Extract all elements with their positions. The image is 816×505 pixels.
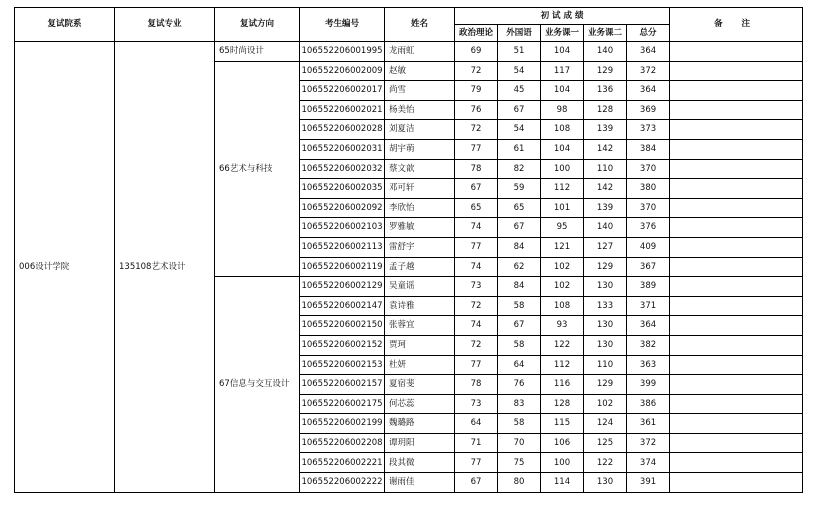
cell-exam-no: 106552206002129 [300,277,385,297]
cell-remarks [670,277,803,297]
cell-exam-no: 106552206002152 [300,335,385,355]
cell-name: 夏宿斐 [385,375,455,395]
cell-name: 龙雨虹 [385,42,455,62]
cell-foreign-language: 58 [498,335,541,355]
cell-total: 386 [627,394,670,414]
cell-total: 370 [627,198,670,218]
cell-exam-no: 106552206002157 [300,375,385,395]
cell-exam-no: 106552206002222 [300,473,385,493]
cell-exam-no: 106552206002032 [300,159,385,179]
cell-remarks [670,237,803,257]
cell-politics: 78 [455,375,498,395]
cell-course1: 101 [541,198,584,218]
cell-name: 雷舒宇 [385,237,455,257]
cell-politics: 72 [455,335,498,355]
cell-course1: 108 [541,296,584,316]
header-exam-no: 考生编号 [300,8,385,42]
cell-foreign-language: 61 [498,139,541,159]
cell-foreign-language: 64 [498,355,541,375]
cell-exam-no: 106552206002092 [300,198,385,218]
cell-exam-no: 106552206002021 [300,100,385,120]
cell-foreign-language: 80 [498,473,541,493]
cell-foreign-language: 54 [498,61,541,81]
cell-course1: 121 [541,237,584,257]
cell-exam-no: 106552206002113 [300,237,385,257]
header-course2: 业务课二 [584,25,627,42]
cell-major: 135108艺术设计 [115,42,215,493]
cell-course2: 142 [584,139,627,159]
cell-remarks [670,414,803,434]
cell-name: 魏璐路 [385,414,455,434]
cell-foreign-language: 84 [498,237,541,257]
cell-total: 367 [627,257,670,277]
cell-remarks [670,179,803,199]
cell-exam-no: 106552206002150 [300,316,385,336]
cell-total: 382 [627,335,670,355]
cell-total: 363 [627,355,670,375]
cell-remarks [670,316,803,336]
cell-total: 364 [627,42,670,62]
cell-course2: 129 [584,257,627,277]
cell-course2: 130 [584,473,627,493]
cell-politics: 67 [455,179,498,199]
cell-course1: 102 [541,277,584,297]
cell-course2: 110 [584,355,627,375]
cell-total: 364 [627,316,670,336]
cell-politics: 78 [455,159,498,179]
cell-total: 384 [627,139,670,159]
cell-course1: 122 [541,335,584,355]
header-direction: 复试方向 [215,8,300,42]
cell-name: 袁诗雅 [385,296,455,316]
cell-foreign-language: 67 [498,218,541,238]
cell-foreign-language: 67 [498,100,541,120]
cell-course1: 100 [541,453,584,473]
cell-name: 李欣怡 [385,198,455,218]
cell-name: 孟子越 [385,257,455,277]
cell-name: 何芯蕊 [385,394,455,414]
cell-exam-no: 106552206002175 [300,394,385,414]
cell-course1: 104 [541,42,584,62]
cell-course1: 93 [541,316,584,336]
cell-politics: 76 [455,100,498,120]
cell-course1: 115 [541,414,584,434]
cell-course1: 98 [541,100,584,120]
cell-politics: 77 [455,237,498,257]
cell-politics: 74 [455,257,498,277]
cell-remarks [670,61,803,81]
cell-total: 370 [627,159,670,179]
cell-name: 谢雨佳 [385,473,455,493]
cell-total: 364 [627,81,670,101]
cell-exam-no: 106552206002208 [300,433,385,453]
cell-politics: 69 [455,42,498,62]
cell-politics: 74 [455,316,498,336]
cell-remarks [670,453,803,473]
cell-course1: 112 [541,355,584,375]
cell-remarks [670,139,803,159]
cell-foreign-language: 54 [498,120,541,140]
cell-politics: 72 [455,61,498,81]
cell-course2: 127 [584,237,627,257]
cell-foreign-language: 51 [498,42,541,62]
table-row [15,42,803,62]
cell-total: 391 [627,473,670,493]
header-foreign-language: 外国语 [498,25,541,42]
cell-politics: 77 [455,139,498,159]
cell-remarks [670,120,803,140]
cell-remarks [670,81,803,101]
cell-course2: 139 [584,120,627,140]
cell-course2: 129 [584,61,627,81]
cell-remarks [670,394,803,414]
header-total: 总分 [627,25,670,42]
header-college: 复试院系 [15,8,115,42]
cell-politics: 73 [455,394,498,414]
table-body [15,42,803,493]
cell-course2: 136 [584,81,627,101]
cell-foreign-language: 65 [498,198,541,218]
cell-course2: 130 [584,277,627,297]
cell-politics: 77 [455,453,498,473]
cell-total: 389 [627,277,670,297]
cell-total: 361 [627,414,670,434]
cell-course1: 100 [541,159,584,179]
cell-course2: 140 [584,42,627,62]
cell-name: 张蓉宜 [385,316,455,336]
cell-foreign-language: 84 [498,277,541,297]
cell-course1: 108 [541,120,584,140]
cell-name: 谭玥阳 [385,433,455,453]
cell-exam-no: 106552206002009 [300,61,385,81]
cell-foreign-language: 45 [498,81,541,101]
cell-total: 374 [627,453,670,473]
cell-direction: 66艺术与科技 [215,61,300,277]
cell-foreign-language: 82 [498,159,541,179]
cell-name: 贾珂 [385,335,455,355]
cell-foreign-language: 75 [498,453,541,473]
header-major: 复试专业 [115,8,215,42]
cell-name: 吴童谣 [385,277,455,297]
cell-course1: 95 [541,218,584,238]
cell-course1: 104 [541,139,584,159]
cell-college: 006设计学院 [15,42,115,493]
cell-course2: 133 [584,296,627,316]
cell-politics: 74 [455,218,498,238]
header-name: 姓名 [385,8,455,42]
cell-course2: 102 [584,394,627,414]
cell-name: 尚雪 [385,81,455,101]
cell-course2: 125 [584,433,627,453]
cell-foreign-language: 58 [498,414,541,434]
cell-name: 杜妍 [385,355,455,375]
cell-course1: 104 [541,81,584,101]
cell-course1: 128 [541,394,584,414]
cell-total: 409 [627,237,670,257]
cell-politics: 72 [455,296,498,316]
cell-remarks [670,42,803,62]
cell-course1: 114 [541,473,584,493]
cell-course2: 130 [584,335,627,355]
cell-name: 邓可轩 [385,179,455,199]
cell-total: 372 [627,61,670,81]
cell-foreign-language: 67 [498,316,541,336]
cell-course2: 139 [584,198,627,218]
cell-total: 380 [627,179,670,199]
cell-remarks [670,159,803,179]
cell-exam-no: 106552206002028 [300,120,385,140]
cell-course2: 142 [584,179,627,199]
cell-exam-no: 106552206002199 [300,414,385,434]
cell-remarks [670,355,803,375]
cell-course2: 122 [584,453,627,473]
cell-politics: 67 [455,473,498,493]
header-remarks: 备 注 [670,8,803,42]
cell-politics: 77 [455,355,498,375]
cell-remarks [670,335,803,355]
cell-course2: 124 [584,414,627,434]
cell-exam-no: 106552206002103 [300,218,385,238]
cell-remarks [670,218,803,238]
cell-exam-no: 106552206002221 [300,453,385,473]
cell-politics: 65 [455,198,498,218]
cell-remarks [670,433,803,453]
cell-exam-no: 106552206001995 [300,42,385,62]
cell-remarks [670,100,803,120]
cell-course1: 106 [541,433,584,453]
cell-foreign-language: 70 [498,433,541,453]
cell-direction: 67信息与交互设计 [215,277,300,493]
cell-remarks [670,296,803,316]
cell-course1: 116 [541,375,584,395]
cell-total: 399 [627,375,670,395]
cell-foreign-language: 58 [498,296,541,316]
cell-course2: 140 [584,218,627,238]
cell-name: 蔡文歆 [385,159,455,179]
cell-name: 胡宇萌 [385,139,455,159]
cell-politics: 79 [455,81,498,101]
cell-exam-no: 106552206002017 [300,81,385,101]
cell-foreign-language: 62 [498,257,541,277]
cell-name: 杨美怡 [385,100,455,120]
cell-exam-no: 106552206002147 [300,296,385,316]
cell-course2: 128 [584,100,627,120]
cell-direction: 65时尚设计 [215,42,300,62]
cell-foreign-language: 83 [498,394,541,414]
cell-foreign-language: 76 [498,375,541,395]
cell-total: 369 [627,100,670,120]
cell-total: 373 [627,120,670,140]
header-politics: 政治理论 [455,25,498,42]
admission-score-table [14,7,803,493]
cell-course2: 129 [584,375,627,395]
cell-course2: 130 [584,316,627,336]
cell-remarks [670,198,803,218]
cell-exam-no: 106552206002119 [300,257,385,277]
cell-exam-no: 106552206002031 [300,139,385,159]
cell-foreign-language: 59 [498,179,541,199]
cell-course1: 102 [541,257,584,277]
cell-exam-no: 106552206002153 [300,355,385,375]
cell-total: 372 [627,433,670,453]
cell-remarks [670,257,803,277]
cell-course2: 110 [584,159,627,179]
cell-name: 赵敏 [385,61,455,81]
cell-total: 376 [627,218,670,238]
cell-remarks [670,473,803,493]
cell-course1: 112 [541,179,584,199]
cell-politics: 64 [455,414,498,434]
cell-politics: 73 [455,277,498,297]
cell-remarks [670,375,803,395]
cell-exam-no: 106552206002035 [300,179,385,199]
cell-name: 刘夏洁 [385,120,455,140]
cell-politics: 72 [455,120,498,140]
cell-name: 段其微 [385,453,455,473]
cell-total: 371 [627,296,670,316]
header-course1: 业务课一 [541,25,584,42]
header-initial-scores: 初 试 成 绩 [455,8,670,25]
cell-course1: 117 [541,61,584,81]
cell-name: 罗雅敏 [385,218,455,238]
cell-politics: 71 [455,433,498,453]
